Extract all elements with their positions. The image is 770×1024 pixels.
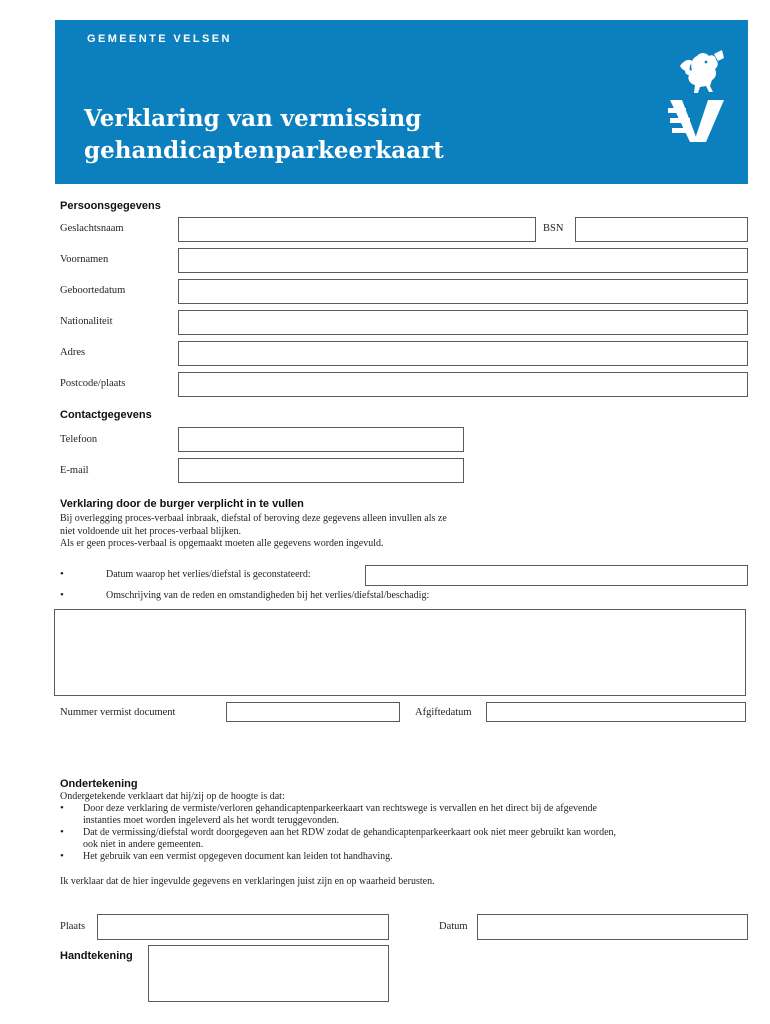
geslachtsnaam-field[interactable] — [178, 217, 536, 242]
plaats-field[interactable] — [97, 914, 389, 940]
datum-constatering-label: Datum waarop het verlies/diefstal is geconstateerd: — [106, 569, 311, 580]
verklaring-intro-line-2: niet voldoende uit het proces-verbaal blijken. — [60, 525, 242, 537]
datum-label: Datum — [439, 921, 468, 932]
bsn-field[interactable] — [575, 217, 748, 242]
postcode-field[interactable] — [178, 372, 748, 397]
title-line-2: gehandicaptenparkeerkaart — [84, 137, 444, 164]
afgiftedatum-label: Afgiftedatum — [415, 707, 472, 718]
geboortedatum-label: Geboortedatum — [60, 285, 126, 296]
nationaliteit-field[interactable] — [178, 310, 748, 335]
handtekening-field[interactable] — [148, 945, 389, 1002]
contactgegevens-heading: Contactgegevens — [60, 409, 152, 421]
telefoon-label: Telefoon — [60, 434, 98, 445]
adres-label: Adres — [60, 347, 86, 358]
telefoon-field[interactable] — [178, 427, 464, 452]
ondertekening-item-2 — [83, 827, 616, 852]
velsen-lion-v-logo-icon — [662, 48, 734, 148]
ondertekening-heading: Ondertekening — [60, 778, 138, 790]
email-field[interactable] — [178, 458, 464, 483]
plaats-label: Plaats — [60, 921, 86, 932]
handtekening-heading: Handtekening — [60, 950, 133, 962]
afgiftedatum-field[interactable] — [486, 702, 746, 722]
ondertekening-item-2-line-1: Dat de vermissing/diefstal wordt doorgegeven aan het RDW zodat de gehandicaptenparkeerkaart ook niet meer gebruikt kan worden, — [83, 827, 617, 838]
declaration-text: Ik verklaar dat de hier ingevulde gegevens en verklaringen juist zijn en op waarheid berusten. — [60, 876, 435, 887]
ondertekening-intro: Ondergetekende verklaart dat hij/zij op de hoogte is dat: — [60, 791, 285, 802]
email-label: E-mail — [60, 465, 89, 476]
geboortedatum-field[interactable] — [178, 279, 748, 304]
persoonsgegevens-heading: Persoonsgegevens — [60, 200, 161, 212]
verklaring-intro — [60, 513, 447, 551]
organization-name: GEMEENTE VELSEN — [87, 33, 232, 45]
ondertekening-item-2-line-2: ook niet in andere gemeenten. — [83, 839, 204, 851]
verklaring-intro-line-3: Als er geen proces-verbaal is opgemaakt moeten alle gegevens worden ingevuld. — [60, 538, 384, 550]
adres-field[interactable] — [178, 341, 748, 366]
nummer-vermist-label: Nummer vermist document — [60, 707, 176, 718]
ondertekening-bullet-3: • — [60, 850, 64, 862]
page-title — [84, 103, 604, 167]
ondertekening-item-1-line-1: Door deze verklaring de vermiste/verloren gehandicaptenparkeerkaart van rechtswege is vervallen en het direct bij de afgevende — [83, 803, 597, 814]
ondertekening-item-1-line-2: instanties moet worden ingeleverd als het wordt teruggevonden. — [83, 815, 340, 827]
verklaring-intro-line-1: Bij overlegging proces-verbaal inbraak, diefstal of beroving deze gegevens alleen invullen als ze — [60, 513, 447, 524]
postcode-label: Postcode/plaats — [60, 378, 126, 389]
voornamen-field[interactable] — [178, 248, 748, 273]
omschrijving-label: Omschrijving van de reden en omstandigheden bij het verlies/diefstal/beschadig: — [106, 590, 430, 601]
bsn-label: BSN — [543, 223, 564, 234]
omschrijving-textarea[interactable] — [54, 609, 746, 696]
geslachtsnaam-label: Geslachtsnaam — [60, 223, 124, 234]
ondertekening-item-1 — [83, 803, 597, 828]
ondertekening-bullet-1: • — [60, 802, 64, 814]
datum-constatering-field[interactable] — [365, 565, 748, 586]
voornamen-label: Voornamen — [60, 254, 109, 265]
nummer-vermist-field[interactable] — [226, 702, 400, 722]
nationaliteit-label: Nationaliteit — [60, 316, 113, 327]
bullet-omschrijving: • — [60, 589, 64, 601]
title-line-1: Verklaring van vermissing — [84, 105, 422, 132]
bullet-datum: • — [60, 568, 64, 580]
datum-field[interactable] — [477, 914, 748, 940]
ondertekening-item-3: Het gebruik van een vermist opgegeven document kan leiden tot handhaving. — [83, 851, 393, 862]
ondertekening-bullet-2: • — [60, 826, 64, 838]
verklaring-heading: Verklaring door de burger verplicht in te vullen — [60, 498, 304, 510]
